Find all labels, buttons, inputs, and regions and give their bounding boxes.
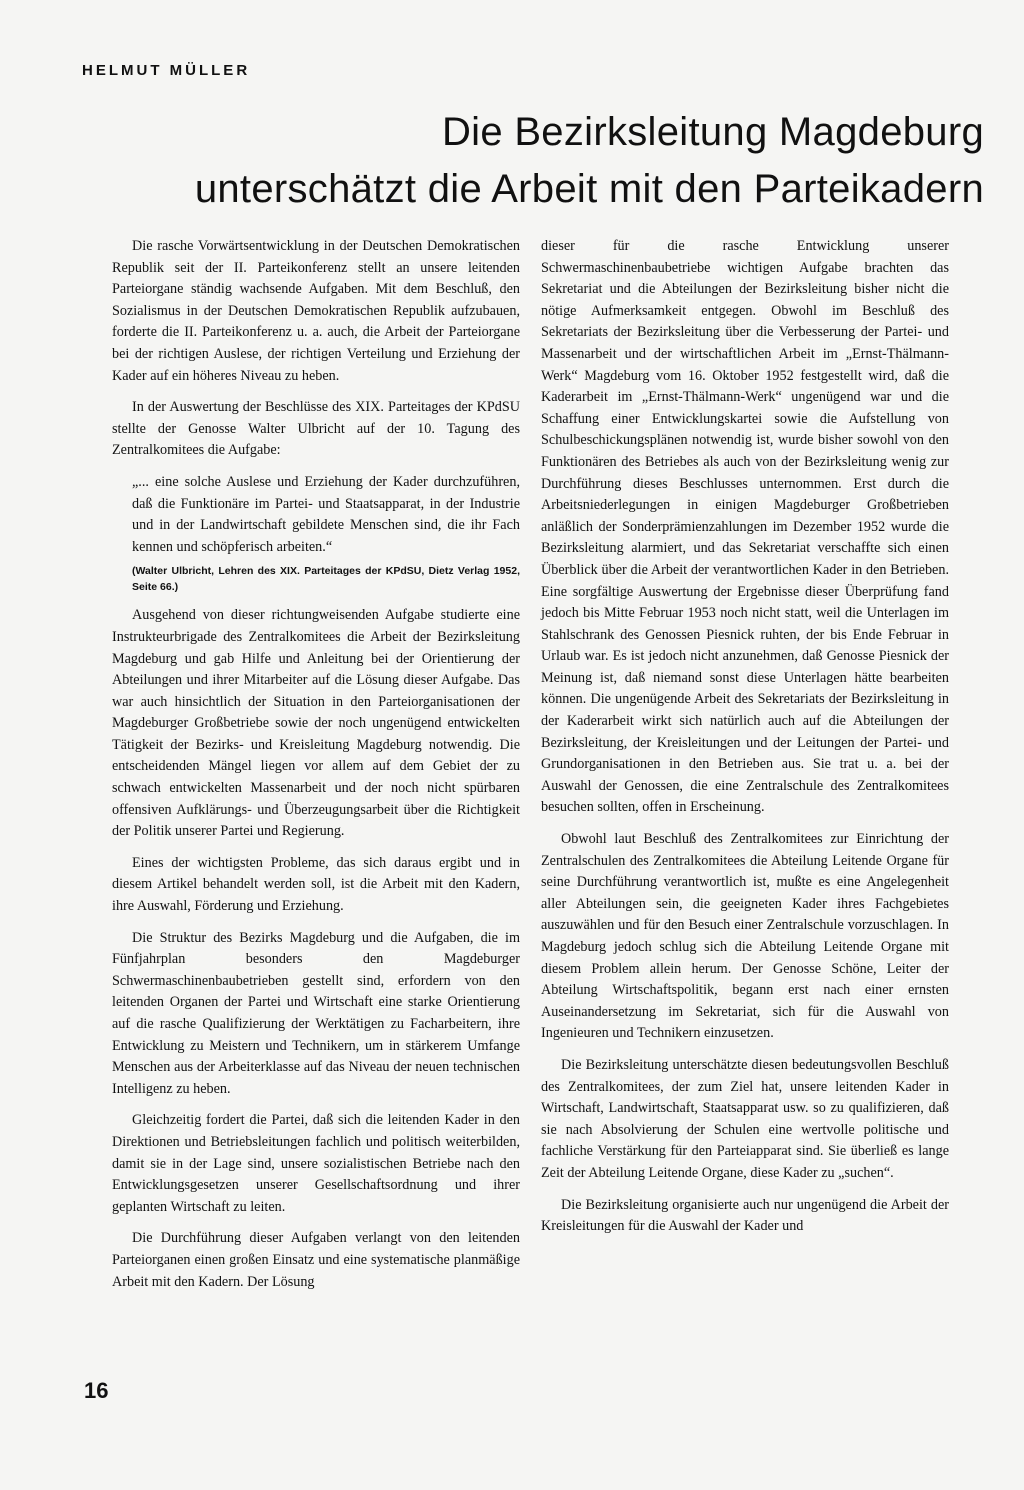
title-line-2: unterschätzt die Arbeit mit den Parteikadern	[194, 167, 984, 211]
paragraph-continued: dieser für die rasche Entwicklung unserer Schwermaschinenbaubetriebe wichtigen Aufgabe brachten das Sekretariat und die Abteilungen der Bezirksleitung bisher nicht die nötige Aufmerksamkeit entgegen. Obwohl im Beschluß des Sekretariats der Bezirksleitung über die Verbesserung der Partei- und Massenarbeit und der wirtschaftlichen Arbeit im „Ernst-Thälmann-Werk“ Magdeburg vom 16. Oktober 1952 festgestellt wird, daß die Kaderarbeit im „Ernst-Thälmann-Werk“ ungenügend war und die Schaffung einer Entwicklungskartei sowie die Aufstellung von Schulbeschickungsplänen notwendig ist, wurde bisher sowohl von den Funktionären des Betriebes als auch von der Bezirksleitung wenig zur Durchführung dieses Beschlusses unternommen. Erst durch die Arbeitsniederlegungen in einigen Magdeburger Großbetrieben anläßlich der Sonderprämienzahlungen im Dezember 1952 wurde die Bezirksleitung alarmiert, und das Sekretariat verschaffte sich einen Überblick über die Arbeit der verantwortlichen Kader in den Betrieben. Eine sorgfältige Auswertung der Ergebnisse dieser Überprüfung fand jedoch bis Mitte Februar 1953 noch nicht statt, weil die Unterlagen im Stahlschrank des Genossen Piesnick ruhten, der bis Ende Februar in Urlaub war. Es ist jedoch nicht anzunehmen, daß Genosse Piesnick der Meinung ist, daß niemand sonst diese Unterlagen hätte bearbeiten können. Die ungenügende Arbeit des Sekretariats der Bezirksleitung in der Kaderarbeit wirkt sich natürlich auch auf die Abteilungen der Bezirksleitung, der Kreisleitungen und der Leitungen der Partei- und Grundorganisationen in den Betrieben aus. Sie trat u. a. bei der Auswahl der Genossen, die eine Zentralschule des Zentralkomitees besuchen sollten, offen in Erscheinung.	[541, 238, 949, 816]
paragraph: Die Durchführung dieser Aufgaben verlangt von den leitenden Parteiorganen einen großen Einsatz und eine systematische planmäßige Arbeit mit den Kadern. Der Lösung	[112, 1230, 520, 1290]
page-number: 16	[84, 1378, 109, 1403]
paragraph: Die Struktur des Bezirks Magdeburg und die Aufgaben, die im Fünfjahrplan besonders den Magdeburger Schwermaschinenbaubetrieben gestellt sind, erfordern von den leitenden Organen der Partei und Wirtschaft eine starke Orientierung auf die rasche Qualifizierung der Werktätigen zu Facharbeitern, ihre Entwicklung zu Meistern und Technikern, um in stärkerem Umfange Menschen aus der Arbeiterklasse auf das Niveau der neuen technischen Intelligenz zu heben.	[112, 929, 520, 1097]
paragraph: Ausgehend von dieser richtungweisenden Aufgabe studierte eine Instrukteurbrigade des Zentralkomitees die Arbeit der Bezirksleitung Magdeburg und gab Hilfe und Anleitung bei der Orientierung der Abteilungen und ihrer Mitarbeiter auf die Lösung dieser Aufgabe. Das war auch hinsichtlich der Situation in den Parteiorganisationen der Magdeburger Großbetriebe sowie der noch ungenügend entwickelten Tätigkeit der Bezirks- und Kreisleitung Magdeburg notwendig. Die entscheidenden Mängel liegen vor allem auf dem Gebiet der zu schwach entwickelten Massenarbeit und der noch nicht spürbaren offensiven Aufklärungs- und Überzeugungsarbeit über die Richtigkeit der Politik unserer Partei und Regierung.	[112, 607, 520, 840]
author-name: HELMUT MÜLLER	[82, 62, 251, 79]
article-title	[60, 104, 984, 218]
title-line-1: Die Bezirksleitung Magdeburg	[441, 110, 984, 154]
left-column	[112, 236, 520, 1303]
quotation: „... eine solche Auslese und Erziehung der Kader durchzuführen, daß die Funktionäre im Partei- und Staatsapparat, in der Industrie und in der Landwirtschaft gebildete Menschen sind, die ihr Fach kennen und schöpferisch arbeiten.“	[132, 473, 520, 555]
paragraph: Die Bezirksleitung unterschätzte diesen bedeutungsvollen Beschluß des Zentralkomitees, der zum Ziel hat, unsere leitenden Kader in Wirtschaft, Landwirtschaft, Staatsapparat usw. so zu qualifizieren, daß sie nach Absolvierung der Schulen eine wertvolle politische und fachliche Verstärkung für den Parteiapparat sind. Sie überließ es lange Zeit der Abteilung Leitende Organe, diese Kader zu „suchen“.	[541, 1056, 949, 1181]
paragraph: Eines der wichtigsten Probleme, das sich daraus ergibt und in diesem Artikel behandelt werden soll, ist die Arbeit mit den Kadern, ihre Auswahl, Förderung und Erziehung.	[112, 854, 520, 915]
paragraph: Gleichzeitig fordert die Partei, daß sich die leitenden Kader in den Direktionen und Betriebsleitungen fachlich und politisch weiterbilden, damit sie in der Lage sind, unsere sozialistischen Betriebe nach den Entwicklungsgesetzen unserer Gesellschaftsordnung und ihrer geplanten Wirtschaft zu leiten.	[112, 1112, 520, 1215]
paragraph: Die Bezirksleitung organisierte auch nur ungenügend die Arbeit der Kreisleitungen für die Auswahl der Kader und	[541, 1196, 949, 1235]
right-column	[541, 236, 949, 1248]
paragraph: Die rasche Vorwärtsentwicklung in der Deutschen Demokratischen Republik seit der II. Parteikonferenz stellt an unsere leitenden Parteiorgane ständig wachsende Aufgaben. Mit dem Beschluß, den Sozialismus in der Deutschen Demokratischen Republik aufzubauen, forderte die II. Parteikonferenz u. a. auch, die Arbeit der Parteiorgane bei der richtigen Auslese, der richtigen Verteilung und Erziehung der Kader auf ein höheres Niveau zu heben.	[112, 238, 520, 384]
paragraph: Obwohl laut Beschluß des Zentralkomitees zur Einrichtung der Zentralschulen des Zentralkomitees die Abteilung Leitende Organe für seine Durchführung verantwortlich ist, mußte es eine Angelegenheit aller Abteilungen sein, die geeigneten Kader ihres Fachgebietes auszuwählen und für den Besuch einer Zentralschule vorzuschlagen. In Magdeburg jedoch schlug sich die Abteilung Leitende Organe mit diesem Problem allein herum. Der Genosse Schöne, Leiter der Abteilung Wirtschaftspolitik, begann erst nach einer ernsten Auseinandersetzung im Sekretariat, sich für die Auswahl von Ingenieuren und Technikern einzusetzen.	[541, 831, 949, 1042]
quotation-source: (Walter Ulbricht, Lehren des XIX. Parteitages der KPdSU, Dietz Verlag 1952, Seite 66.)	[132, 565, 520, 594]
paragraph: In der Auswertung der Beschlüsse des XIX. Parteitages der KPdSU stellte der Genosse Walter Ulbricht auf der 10. Tagung des Zentralkomitees die Aufgabe:	[112, 399, 520, 459]
